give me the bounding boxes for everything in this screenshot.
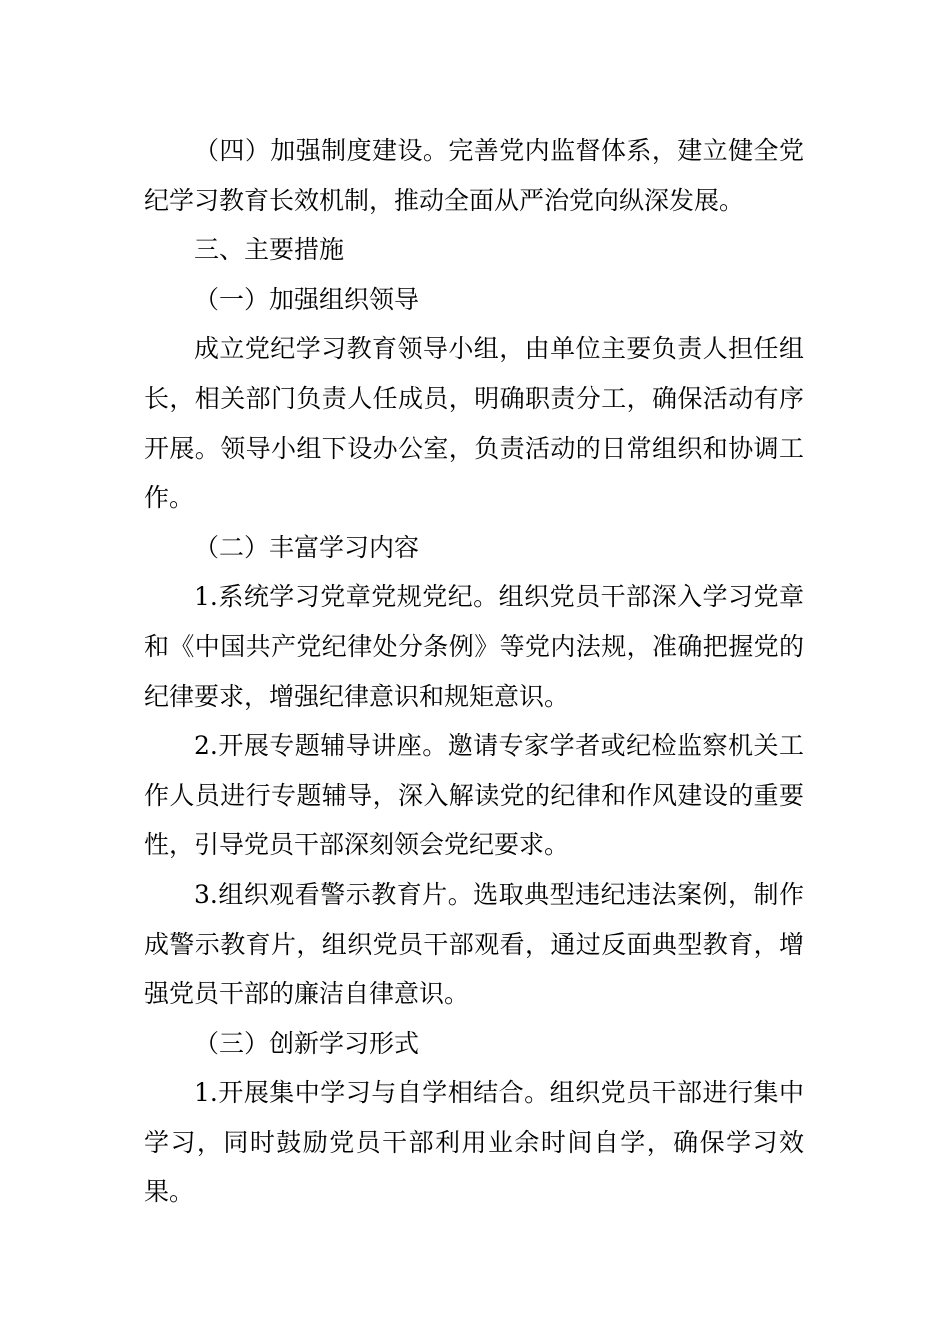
subheading-enrich-content: （二）丰富学习内容 [194,532,420,562]
paragraph-leading-group: 成立党纪学习教育领导小组，由单位主要负责人担任组长，相关部门负责人任成员，明确职责分工，确保活动有序开展。领导小组下设办公室，负责活动的日常组织和协调工作。 [144,334,804,513]
section-heading-main-measures: 三、主要措施 [194,235,345,265]
paragraph-special-lectures: 2.开展专题辅导讲座。邀请专家学者或纪检监察机关工作人员进行专题辅导，深入解读党的纪律和作风建设的重要性，引导党员干部深刻领会党纪要求。 [144,731,804,860]
subheading-innovate-forms: （三）创新学习形式 [194,1028,420,1058]
document-body [144,126,804,1217]
paragraph-warning-films: 3.组织观看警示教育片。选取典型违纪违法案例，制作成警示教育片，组织党员干部观看，通过反面典型教育，增强党员干部的廉洁自律意识。 [144,879,804,1009]
paragraph-strengthen-system: （四）加强制度建设。完善党内监督体系，建立健全党纪学习教育长效机制，推动全面从严治党向纵深发展。 [144,136,804,215]
paragraph-study-party-rules: 1.系统学习党章党规党纪。组织党员干部深入学习党章和《中国共产党纪律处分条例》等党内法规，准确把握党的纪律要求，增强纪律意识和规矩意识。 [144,582,804,711]
subheading-organization-leadership: （一）加强组织领导 [194,284,420,314]
paragraph-collective-and-self-study: 1.开展集中学习与自学相结合。组织党员干部进行集中学习，同时鼓励党员干部利用业余时间自学，确保学习效果。 [144,1078,804,1207]
